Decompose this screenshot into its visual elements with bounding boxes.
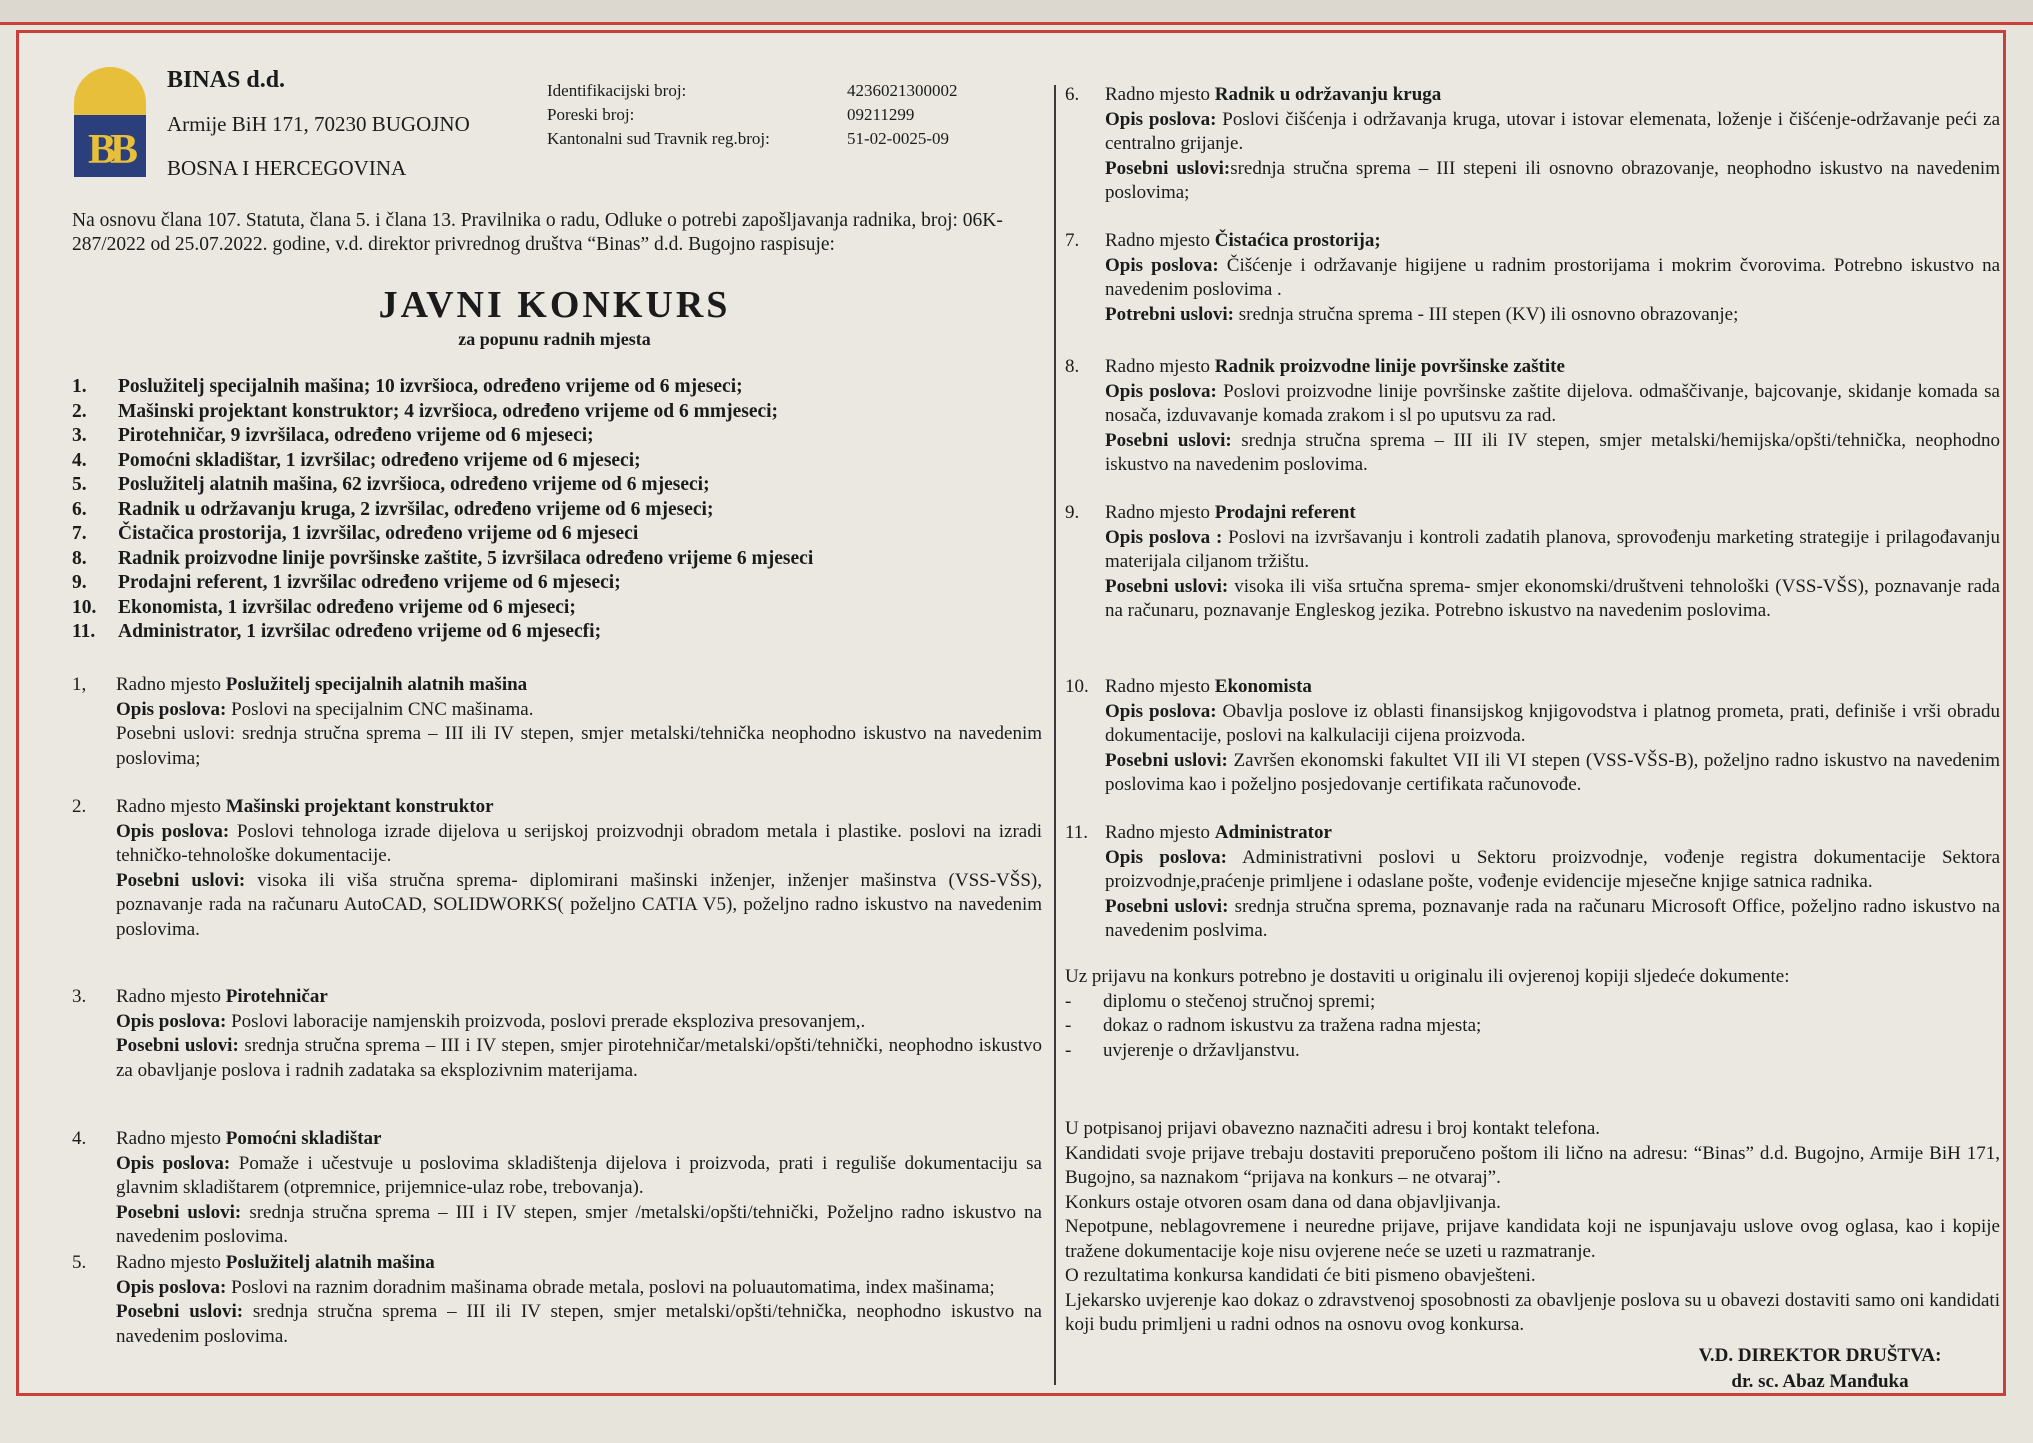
required-documents [1065, 965, 2000, 1063]
summary-item: 6. Radnik u održavanju kruga, 2 izvršilac, određeno vrijeme od 6 mjeseci; [72, 498, 714, 520]
closing-line: Konkurs ostaje otvoren osam dana od dana objavljivanja. [1065, 1191, 1501, 1213]
svg-text:BB: BB [87, 127, 133, 173]
page-edge [0, 0, 2033, 25]
position-block-6: 6. Radno mjesto Radnik u održavanju kruga Opis poslova: Poslovi čišćenja i održavanja kruga, utovar i istovar elemenata, loženje i čišćenje-održavanje peći za centralno grijanje. Posebni uslovi:srednja stručna sprema – III stepeni ili osnovno obrazovanje, neophodno iskustvo na navedenim poslovima; [1065, 84, 2001, 203]
summary-item: 4. Pomoćni skladištar, 1 izvršilac; određeno vrijeme od 6 mjeseci; [72, 449, 641, 471]
title-block [72, 283, 1037, 350]
closing-line: U potpisanoj prijavi obavezno naznačiti adresu i broj kontakt telefona. [1065, 1118, 1600, 1139]
summary-item: 2. Mašinski projektant konstruktor; 4 izvršioca, određeno vrijeme od 6 mmjeseci; [72, 400, 779, 422]
position-block-1: 1, Radno mjesto Poslužitelj specijalnih alatnih mašina Opis poslova: Poslovi na specijalnim CNC mašinama. Posebni uslovi: srednja stručna sprema – III ili IV stepen, smjer metalski/tehnička neophodno iskustvo na navedenim poslovima; [72, 674, 1042, 769]
position-block-11: 11. Radno mjesto Administrator Opis poslova: Administrativni poslovi u Sektoru proizvodnje, vođenje registra dokumentacije Sektora proizvodnje,praćenje primljene i odaslane pošte, vođenje evidencije mjesečne knjige satnica radnika. Posebni uslovi: srednja stručna sprema, poznavanje rada na računaru Microsoft Office, poželjno radno iskustvo na navedenim poslvima. [1065, 822, 2001, 941]
id-row: Identifikacijski broj: 4236021300002 [547, 81, 958, 100]
id-row: Kantonalni sud Travnik reg.broj: 51-02-0025-09 [547, 129, 949, 148]
position-block-9: 9. Radno mjesto Prodajni referent Opis poslova : Poslovi na izvršavanju i kontroli zadatih planova, sprovođenju marketing strategije i prilagođavanju materijala ciljanom tržištu. Posebni uslovi: visoka ili viša srtučna sprema- smjer ekonomski/društveni tehnološki (VSS-VŠS), poznavanje rada na računaru, poznavanje Engleskog jezika. Potrebno iskustvo na navedenim poslovima. [1065, 502, 2000, 621]
summary-item: 7. Čistačica prostorija, 1 izvršilac, određeno vrijeme od 6 mjeseci [72, 523, 639, 544]
company-name: BINAS d.d. [167, 67, 286, 93]
summary-item: 1. Poslužitelj specijalnih mašina; 10 izvršioca, određeno vrijeme od 6 mjeseci; [72, 376, 743, 397]
company-ids [547, 79, 1007, 151]
summary-item: 3. Pirotehničar, 9 izvršilaca, određeno vrijeme od 6 mjeseci; [72, 425, 594, 446]
left-column [57, 33, 1042, 1393]
company-block [167, 65, 470, 183]
intro-paragraph: Na osnovu člana 107. Statuta, člana 5. i člana 13. Pravilnika o radu, Odluke o potrebi zapošljavanja radnika, broj: 06K-287/2022 od 25.07.2022. godine, v.d. direktor privrednog društva “Binas” d.d. Bugojno raspisuje: [72, 210, 1003, 255]
position-block-7: 7. Radno mjesto Čistaćica prostorija; Opis poslova: Čišćenje i održavanje higijene u radnim prostorijama i mokrim čvorovima. Potrebno iskustvo na navedenim poslovima . Potrebni uslovi: srednja stručna sprema - III stepen (KV) ili osnovno obrazovanje; [1065, 230, 2001, 325]
summary-list [72, 375, 1042, 645]
binas-logo [72, 65, 148, 179]
summary-item: 11. Administrator, 1 izvršilac određeno vrijeme od 6 mjesecfi; [72, 621, 602, 642]
page-subtitle: za popunu radnih mjesta [458, 329, 651, 349]
closing-line: O rezultatima konkursa kandidati će biti pismeno obavješteni. [1065, 1265, 1536, 1286]
company-address: Armije BiH 171, 70230 BUGOJNO [167, 112, 470, 136]
position-block-4: 4. Radno mjesto Pomoćni skladištar Opis poslova: Pomaže i učestvuje u poslovima skladištenja dijelova i proizvoda, prati i reguliše dokumentaciju sa glavnim skladištarem (otpremnice, prijemnice-ulaz robe, trebovanja). Posebni uslovi: srednja stručna sprema – III i IV stepen, smjer /metalski/opšti/tehnički, Poželjno radno iskustvo na navedenim poslovima. [72, 1128, 1042, 1247]
summary-item: 5. Poslužitelj alatnih mašina, 62 izvršioca, određeno vrijeme od 6 mjeseci; [72, 474, 710, 495]
summary-item: 10. Ekonomista, 1 izvršilac određeno vrijeme od 6 mjeseci; [72, 596, 576, 618]
page-title: JAVNI KONKURS [378, 284, 731, 326]
closing-line: Kandidati svoje prijave trebaju dostaviti preporučeno poštom ili lično na adresu: “Binas” d.d. Bugojno, Armije BiH 171, Bugojno, sa naznakom “prijava na konkurs – ne otvaraj”. [1065, 1142, 2000, 1188]
list-item: - uvjerenje o državljanstvu. [1065, 1039, 1300, 1061]
position-block-2: 2. Radno mjesto Mašinski projektant konstruktor Opis poslova: Poslovi tehnologa izrade dijelova u serijskoj proizvodnji obradom metala i plastike. poslovi na izradi tehničko-tehnološke dokumentacije. Posebni uslovi: visoka ili viša stručna sprema- diplomirani mašinski inženjer, inženjer mašinstva (VSS-VŠS), poznavanje rada na računaru AutoCAD, SOLIDWORKS( poželjno CATIA V5), poželjno radno iskustvo na navedenim poslovima. [72, 796, 1042, 940]
id-row: Poreski broj: 09211299 [547, 105, 915, 124]
summary-item: 9. Prodajni referent, 1 izvršilac određeno vrijeme od 6 mjeseci; [72, 572, 621, 593]
position-block-5: 5. Radno mjesto Poslužitelj alatnih mašina Opis poslova: Poslovi na raznim doradnim mašinama obrade metala, poslovi na poluautomatima, index mašinama; Posebni uslovi: srednja stručna sprema – III ili IV stepen, smjer metalski/opšti/tehnička, neophodno iskustvo na navedenim poslovima. [72, 1252, 1042, 1347]
position-block-10: 10. Radno mjesto Ekonomista Opis poslova: Obavlja poslove iz oblasti finansijskog knjigovodstva i platnog prometa, prati, definiše i vrši obradu dokumentacije, poslovi na kalkulaciji cijena proizvoda. Posebni uslovi: Završen ekonomski fakultet VII ili VI stepen (VSS-VŠS-B), poželjno radno iskustvo na navedenim poslovima kao i poželjno posjedovanje certifikata računovođe. [1065, 676, 2000, 795]
right-column [1065, 33, 2000, 1393]
advertisement-frame [16, 30, 2006, 1396]
list-item: - dokaz o radnom iskustvu za tražena radna mjesta; [1065, 1015, 1482, 1036]
closing-notes [1065, 1117, 2000, 1338]
company-country: BOSNA I HERCEGOVINA [167, 156, 407, 180]
signature-block [1655, 1343, 1985, 1395]
closing-line: Nepotpune, neblagovremene i neuredne prijave, prijave kandidata koji ne ispunjavaju uslove ovog oglasa, kao i kopije tražene dokumentacije koje nisu ovjerene neće se uzeti u razmatranje. [1065, 1216, 2000, 1262]
position-block-3: 3. Radno mjesto Pirotehničar Opis poslova: Poslovi laboracije namjenskih proizvoda, poslovi prerade eksploziva presovanjem,. Posebni uslovi: srednja stručna sprema – III i IV stepen, smjer pirotehničar/metalski/opšti/tehnički, neophodno iskustvo za obavljanje poslova i radnih zadataka sa eksplozivnim materijama. [72, 986, 1042, 1081]
summary-item: 8. Radnik proizvodne linije površinske zaštite, 5 izvršilaca određeno vrijeme 6 mjeseci [72, 547, 814, 569]
list-item: - diplomu o stečenoj stručnoj spremi; [1065, 990, 1376, 1012]
signature-title: V.D. DIREKTOR DRUŠTVA: [1698, 1345, 1942, 1366]
position-block-8: 8. Radno mjesto Radnik proizvodne linije površinske zaštite Opis poslova: Poslovi proizvodne linije površinske zaštite dijelova. odmaščivanje, bajcovanje, skidanje komada sa nosača, izduvavanje komada zrakom i sl po uputsvu za rad. Posebni uslovi: srednja stručna sprema – III ili IV stepen, smjer metalski/hemijska/opšti/tehnička, neophodno iskustvo na navedenim poslovima. [1065, 356, 2000, 475]
closing-line: Ljekarsko uvjerenje kao dokaz o zdravstvenoj sposobnosti za obavljenje poslova su u obavezi dostaviti samo oni kandidati koji budu primljeni u radni odnos na osnovu ovog konkursa. [1065, 1289, 2000, 1335]
documents-intro: Uz prijavu na konkurs potrebno je dostaviti u originalu ili ovjerenoj kopiji sljedeće dokumente: [1065, 966, 1790, 987]
signature-name: dr. sc. Abaz Manđuka [1731, 1371, 1909, 1392]
column-divider [1054, 85, 1056, 1385]
